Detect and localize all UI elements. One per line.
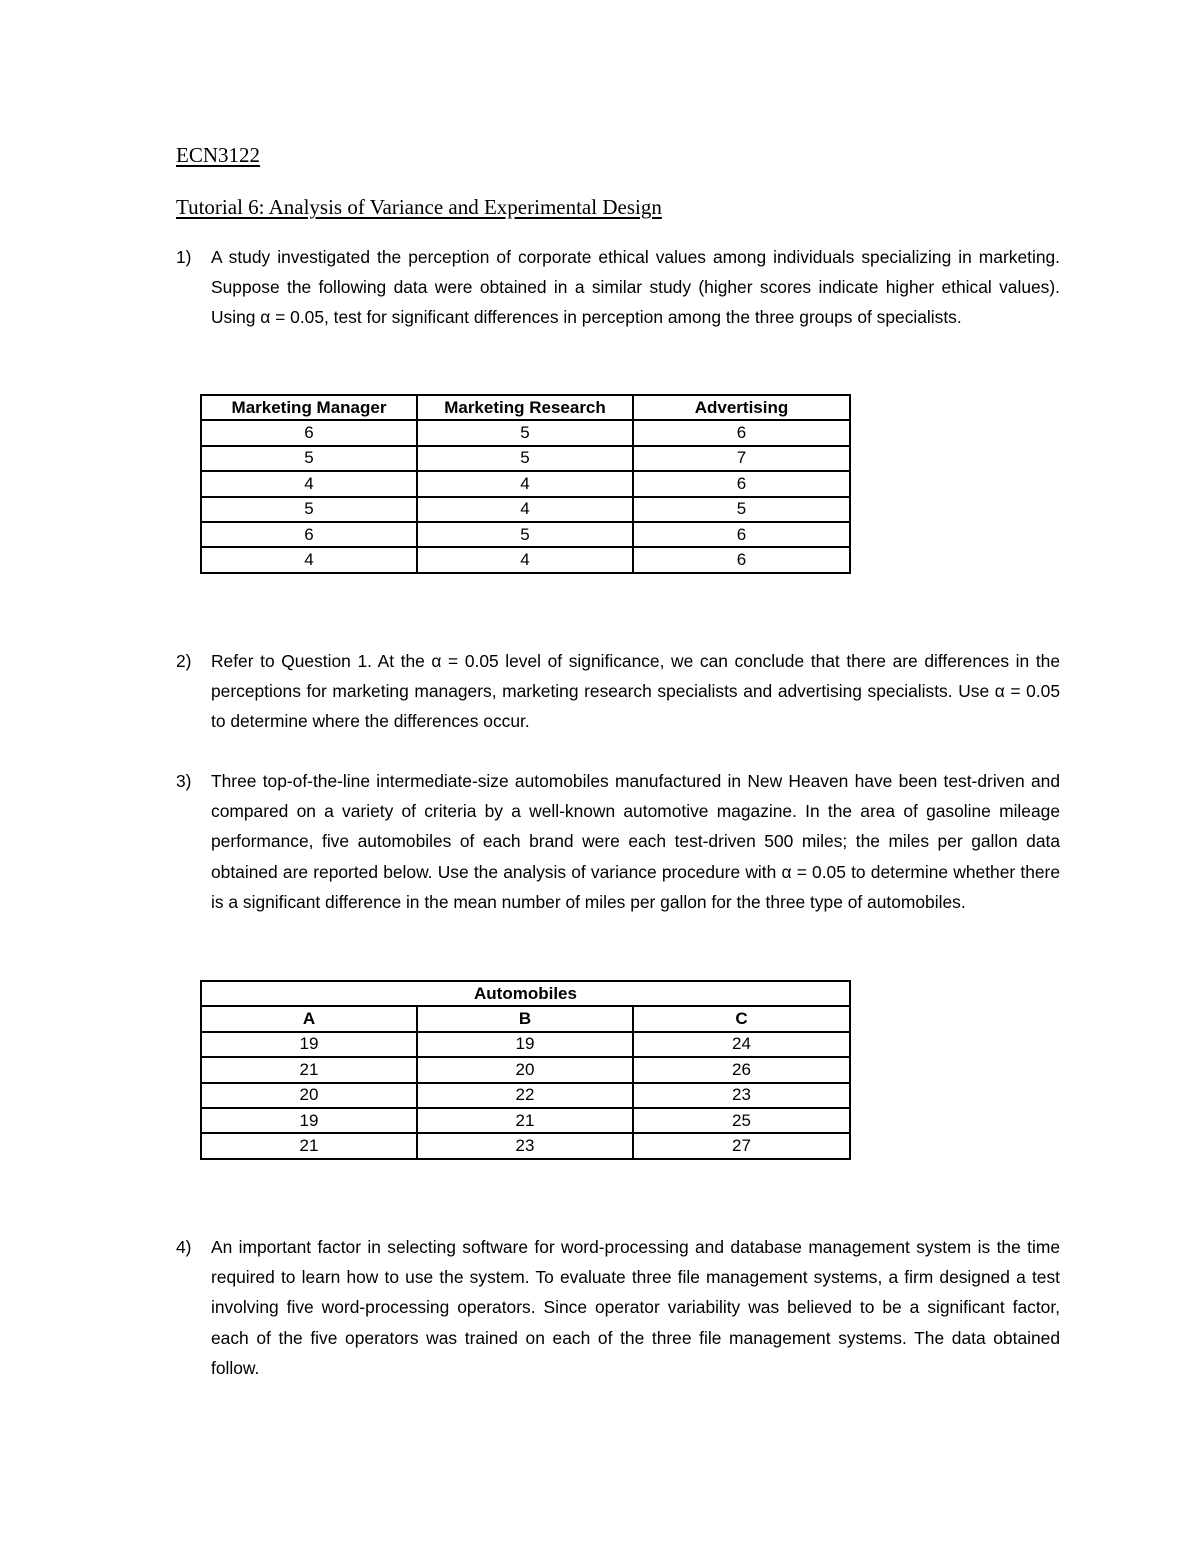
question-number: 2): [176, 651, 192, 671]
automobiles-mpg-table: [200, 980, 851, 1160]
table-cell: 23: [633, 1083, 850, 1108]
table-caption-row: [201, 981, 850, 1006]
table-cell: 4: [417, 497, 633, 522]
table-row: [201, 420, 850, 445]
table-row: [201, 471, 850, 496]
table-row: [201, 1133, 850, 1158]
question-text: Refer to Question 1. At the α = 0.05 level of significance, we can conclude that there are differences in the perceptions for marketing managers, marketing research specialists and advertising specialists. Use α = 0.05 to determine where the differences occur.: [211, 651, 1060, 732]
question-text: A study investigated the perception of corporate ethical values among individuals specializing in marketing. Suppose the following data were obtained in a similar study (higher scores indicate higher ethical values). Using α = 0.05, test for significant differences in perception among the three groups of specialists.: [211, 247, 1060, 328]
question-number: 3): [176, 771, 192, 791]
table-row: [201, 1032, 850, 1057]
table-cell: 4: [417, 471, 633, 496]
question-text: An important factor in selecting software for word-processing and database management system is the time required to learn how to use the system. To evaluate three file management systems, a firm designed a test involving five word-processing operators. Since operator variability was believed to be a significant factor, each of the five operators was trained on each of the three file management systems. The data obtained follow.: [211, 1237, 1060, 1378]
table-row: [201, 446, 850, 471]
table-cell: 25: [633, 1108, 850, 1133]
table-cell: 23: [417, 1133, 633, 1158]
question-text: Three top-of-the-line intermediate-size automobiles manufactured in New Heaven have been test-driven and compared on a variety of criteria by a well-known automotive magazine. In the area of gasoline mileage performance, five automobiles of each brand were each test-driven 500 miles; the miles per gallon data obtained are reported below. Use the analysis of variance procedure with α = 0.05 to determine whether there is a significant difference in the mean number of miles per gallon for the three type of automobiles.: [211, 771, 1060, 912]
table-cell: 6: [633, 547, 850, 572]
table-cell: 4: [417, 547, 633, 572]
table-cell: 6: [633, 471, 850, 496]
table-cell: 21: [201, 1057, 417, 1082]
table-row: [201, 522, 850, 547]
table-row: [201, 1108, 850, 1133]
table-cell: 21: [201, 1133, 417, 1158]
question-4: [176, 1232, 1060, 1383]
table-cell: 6: [201, 522, 417, 547]
table-cell: 5: [201, 497, 417, 522]
column-header: Marketing Research: [417, 395, 633, 420]
table-cell: 5: [417, 420, 633, 445]
question-1: [176, 242, 1060, 333]
table-cell: 26: [633, 1057, 850, 1082]
table-cell: 5: [417, 522, 633, 547]
table-header-row: [201, 395, 850, 420]
table-row: [201, 1083, 850, 1108]
table-cell: 19: [201, 1108, 417, 1133]
table-cell: 6: [633, 522, 850, 547]
table-row: [201, 547, 850, 572]
table-cell: 20: [417, 1057, 633, 1082]
question-number: 4): [176, 1237, 192, 1257]
table-cell: 24: [633, 1032, 850, 1057]
table-cell: 19: [417, 1032, 633, 1057]
ethical-values-table: [200, 394, 851, 574]
table-cell: 27: [633, 1133, 850, 1158]
column-header: Advertising: [633, 395, 850, 420]
column-header: B: [417, 1006, 633, 1031]
table-cell: 4: [201, 471, 417, 496]
question-3: [176, 766, 1060, 917]
table-cell: 5: [201, 446, 417, 471]
column-header: Marketing Manager: [201, 395, 417, 420]
question-2: [176, 646, 1060, 737]
table-cell: 20: [201, 1083, 417, 1108]
table-cell: 21: [417, 1108, 633, 1133]
table-cell: 4: [201, 547, 417, 572]
table-cell: 5: [417, 446, 633, 471]
course-code: ECN3122: [176, 143, 260, 167]
table-header-row: [201, 1006, 850, 1031]
table-row: [201, 497, 850, 522]
table-cell: 6: [201, 420, 417, 445]
table-row: [201, 1057, 850, 1082]
tutorial-title: Tutorial 6: Analysis of Variance and Experimental Design: [176, 195, 662, 219]
question-number: 1): [176, 247, 192, 267]
table-cell: 7: [633, 446, 850, 471]
table-cell: 19: [201, 1032, 417, 1057]
table-cell: 6: [633, 420, 850, 445]
table-cell: 22: [417, 1083, 633, 1108]
column-header: A: [201, 1006, 417, 1031]
column-header: C: [633, 1006, 850, 1031]
table-cell: 5: [633, 497, 850, 522]
table-caption: Automobiles: [201, 981, 850, 1006]
